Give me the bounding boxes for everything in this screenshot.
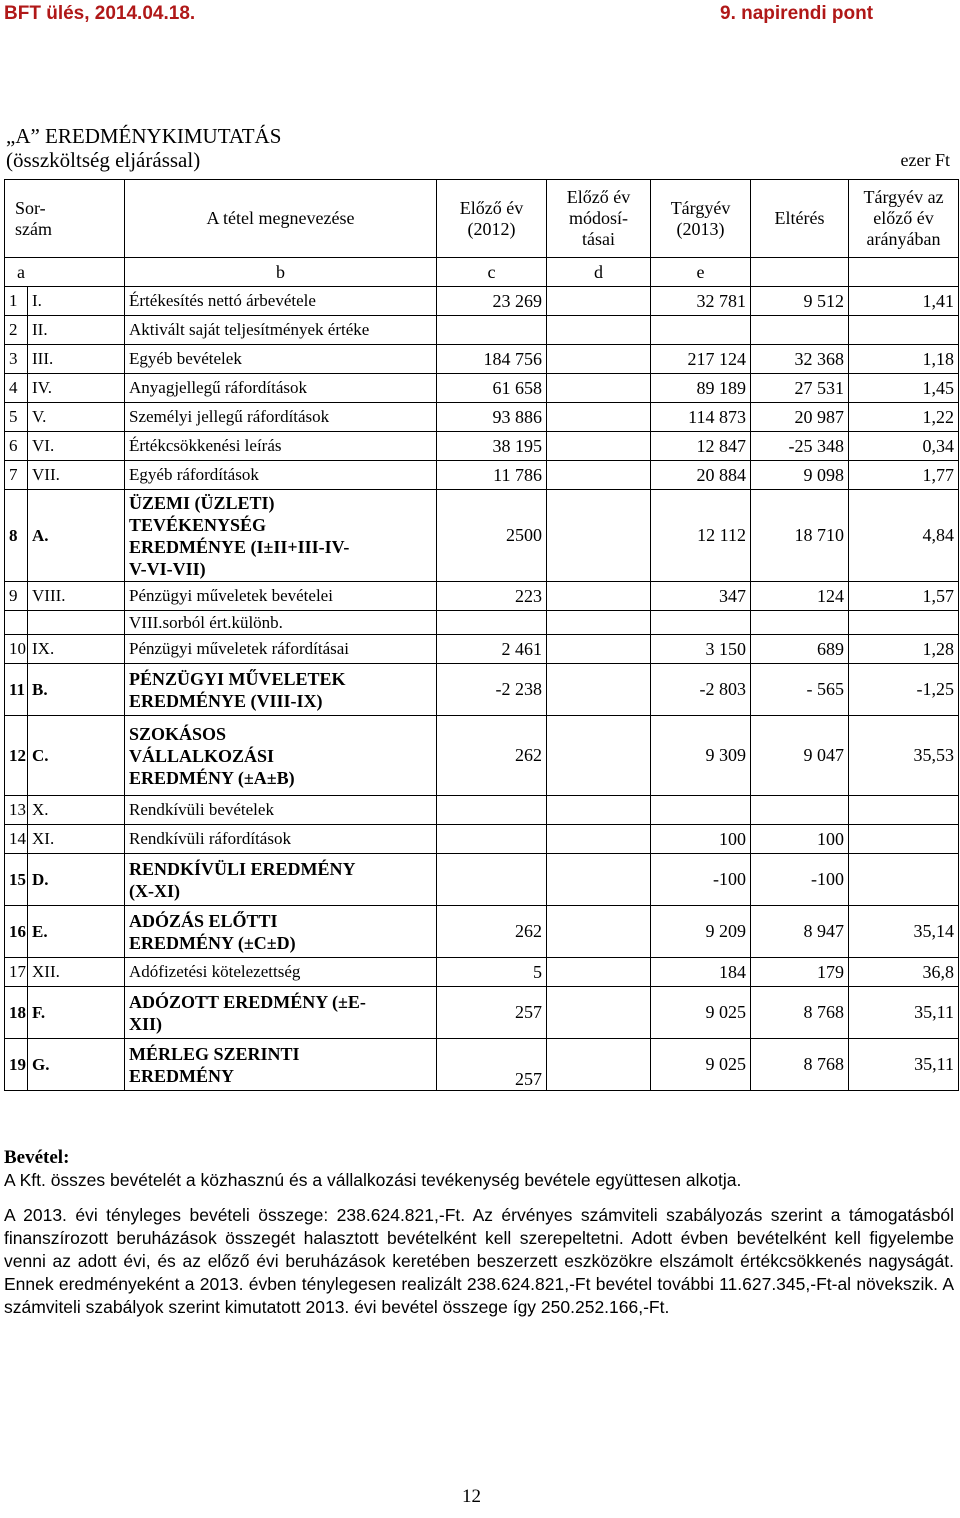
row-item-name-line: TEVÉKENYSÉG bbox=[129, 514, 267, 535]
row-ratio bbox=[849, 825, 959, 854]
row-code: VIII. bbox=[28, 582, 125, 611]
row-ratio: 1,45 bbox=[849, 374, 959, 403]
header-prev-modifications bbox=[547, 180, 651, 258]
row-number: 10 bbox=[5, 635, 28, 664]
table-row bbox=[5, 611, 959, 635]
header-prev-year-line1: Előző év bbox=[459, 197, 524, 218]
row-difference: 9 098 bbox=[751, 461, 849, 490]
table-row bbox=[5, 958, 959, 987]
letter-a: a bbox=[5, 258, 125, 287]
row-number: 1 bbox=[5, 287, 28, 316]
row-item-name bbox=[125, 490, 437, 582]
row-item-name bbox=[125, 854, 437, 906]
row-prev-modifications bbox=[547, 461, 651, 490]
row-ratio: 1,41 bbox=[849, 287, 959, 316]
row-code: IX. bbox=[28, 635, 125, 664]
table-header-row bbox=[5, 180, 959, 258]
unit-label: ezer Ft bbox=[900, 150, 950, 170]
row-code bbox=[28, 611, 125, 635]
document-header-left: BFT ülés, 2014.04.18. bbox=[4, 3, 196, 24]
header-mod-line2: módosí- bbox=[569, 208, 629, 228]
row-difference: -25 348 bbox=[751, 432, 849, 461]
row-prev-year bbox=[437, 316, 547, 345]
row-item-name-line: MÉRLEG SZERINTI bbox=[129, 1043, 300, 1064]
row-ratio: 35,14 bbox=[849, 906, 959, 958]
row-prev-year: 38 195 bbox=[437, 432, 547, 461]
row-ratio: 35,11 bbox=[849, 1039, 959, 1091]
row-item-name: Rendkívüli ráfordítások bbox=[125, 825, 437, 854]
statement-title-sub: (összköltség eljárással) bbox=[6, 148, 201, 172]
row-number: 5 bbox=[5, 403, 28, 432]
header-difference: Eltérés bbox=[751, 180, 849, 258]
row-prev-year: 184 756 bbox=[437, 345, 547, 374]
row-number: 18 bbox=[5, 987, 28, 1039]
row-code: I. bbox=[28, 287, 125, 316]
table-row bbox=[5, 374, 959, 403]
row-code: V. bbox=[28, 403, 125, 432]
row-number: 15 bbox=[5, 854, 28, 906]
table-row bbox=[5, 664, 959, 716]
row-current-year: -2 803 bbox=[651, 664, 751, 716]
row-number: 16 bbox=[5, 906, 28, 958]
header-prev-year bbox=[437, 180, 547, 258]
letter-c: c bbox=[437, 258, 547, 287]
row-item-name: Aktivált saját teljesítmények értéke bbox=[125, 316, 437, 345]
row-number: 9 bbox=[5, 582, 28, 611]
row-prev-modifications bbox=[547, 796, 651, 825]
page-number: 12 bbox=[462, 1486, 481, 1507]
row-difference: 8 947 bbox=[751, 906, 849, 958]
row-item-name-line: ADÓZÁS ELŐTTI bbox=[129, 910, 278, 931]
row-current-year bbox=[651, 796, 751, 825]
row-prev-year: 2500 bbox=[437, 490, 547, 582]
row-prev-year: 61 658 bbox=[437, 374, 547, 403]
row-ratio: 1,77 bbox=[849, 461, 959, 490]
row-item-name-line: EREDMÉNY (±C±D) bbox=[129, 932, 296, 953]
row-prev-year: 262 bbox=[437, 716, 547, 796]
letter-e: e bbox=[651, 258, 751, 287]
row-difference: 27 531 bbox=[751, 374, 849, 403]
row-number: 8 bbox=[5, 490, 28, 582]
table-row bbox=[5, 906, 959, 958]
row-prev-modifications bbox=[547, 403, 651, 432]
row-number: 4 bbox=[5, 374, 28, 403]
row-prev-year: 23 269 bbox=[437, 287, 547, 316]
row-item-name-line: ÜZEMI (ÜZLETI) bbox=[129, 492, 275, 513]
row-difference bbox=[751, 796, 849, 825]
row-number bbox=[5, 611, 28, 635]
row-code: E. bbox=[28, 906, 125, 958]
table-row bbox=[5, 854, 959, 906]
row-current-year bbox=[651, 316, 751, 345]
row-item-name-line: SZOKÁSOS bbox=[129, 723, 227, 744]
row-prev-modifications bbox=[547, 854, 651, 906]
row-item-name-line: XII) bbox=[129, 1013, 163, 1034]
row-prev-modifications bbox=[547, 432, 651, 461]
table-row bbox=[5, 345, 959, 374]
row-item-name: Értékcsökkenési leírás bbox=[125, 432, 437, 461]
row-prev-year: 5 bbox=[437, 958, 547, 987]
row-ratio bbox=[849, 854, 959, 906]
row-code: X. bbox=[28, 796, 125, 825]
row-code: III. bbox=[28, 345, 125, 374]
row-item-name: Anyagjellegű ráfordítások bbox=[125, 374, 437, 403]
row-item-name: Értékesítés nettó árbevétele bbox=[125, 287, 437, 316]
row-number: 6 bbox=[5, 432, 28, 461]
row-current-year: 32 781 bbox=[651, 287, 751, 316]
row-item-name-line: ADÓZOTT EREDMÉNY (±E- bbox=[129, 991, 366, 1012]
row-current-year: 3 150 bbox=[651, 635, 751, 664]
header-prev-year-line2: (2012) bbox=[467, 218, 516, 239]
header-ratio-line2: előző év bbox=[873, 208, 934, 228]
row-difference bbox=[751, 611, 849, 635]
row-item-name-line: EREDMÉNY (±A±B) bbox=[129, 767, 295, 788]
row-difference: 8 768 bbox=[751, 987, 849, 1039]
document-header-right: 9. napirendi pont bbox=[720, 3, 874, 24]
header-ratio-line1: Tárgyév az bbox=[863, 187, 944, 207]
row-code: IV. bbox=[28, 374, 125, 403]
row-code: G. bbox=[28, 1039, 125, 1091]
row-prev-modifications bbox=[547, 664, 651, 716]
row-difference: 100 bbox=[751, 825, 849, 854]
header-ratio-line3: arányában bbox=[866, 229, 941, 249]
letter-row bbox=[5, 258, 959, 287]
revenue-section bbox=[4, 1146, 954, 1319]
table-row bbox=[5, 1039, 959, 1091]
row-code: F. bbox=[28, 987, 125, 1039]
row-prev-modifications bbox=[547, 987, 651, 1039]
row-difference: 689 bbox=[751, 635, 849, 664]
row-prev-modifications bbox=[547, 825, 651, 854]
row-current-year: 184 bbox=[651, 958, 751, 987]
row-current-year: 100 bbox=[651, 825, 751, 854]
row-difference: 20 987 bbox=[751, 403, 849, 432]
row-difference: - 565 bbox=[751, 664, 849, 716]
row-difference: 9 512 bbox=[751, 287, 849, 316]
row-code: VII. bbox=[28, 461, 125, 490]
letter-b: b bbox=[125, 258, 437, 287]
row-item-name: Rendkívüli bevételek bbox=[125, 796, 437, 825]
row-code: D. bbox=[28, 854, 125, 906]
row-item-name: Egyéb ráfordítások bbox=[125, 461, 437, 490]
row-prev-year bbox=[437, 796, 547, 825]
row-item-name-line: EREDMÉNYE (I±II+III-IV- bbox=[129, 536, 350, 557]
row-prev-year: 223 bbox=[437, 582, 547, 611]
row-prev-modifications bbox=[547, 635, 651, 664]
row-prev-modifications bbox=[547, 1039, 651, 1091]
row-number: 17 bbox=[5, 958, 28, 987]
header-mod-line3: tásai bbox=[582, 229, 616, 249]
row-difference: 124 bbox=[751, 582, 849, 611]
row-item-name-line: V-VI-VII) bbox=[129, 558, 206, 579]
row-prev-modifications bbox=[547, 611, 651, 635]
row-ratio bbox=[849, 611, 959, 635]
row-code: II. bbox=[28, 316, 125, 345]
statement-title bbox=[6, 124, 281, 172]
table-row bbox=[5, 635, 959, 664]
row-ratio: 1,57 bbox=[849, 582, 959, 611]
row-item-name bbox=[125, 987, 437, 1039]
row-prev-modifications bbox=[547, 958, 651, 987]
row-prev-year: 262 bbox=[437, 906, 547, 958]
row-prev-modifications bbox=[547, 716, 651, 796]
row-prev-year: 93 886 bbox=[437, 403, 547, 432]
table-row bbox=[5, 796, 959, 825]
row-current-year: 9 209 bbox=[651, 906, 751, 958]
row-ratio bbox=[849, 796, 959, 825]
table-row bbox=[5, 287, 959, 316]
revenue-heading: Bevétel: bbox=[4, 1147, 70, 1168]
row-item-name-line: (X-XI) bbox=[129, 880, 181, 901]
row-item-name bbox=[125, 1039, 437, 1091]
row-ratio: 0,34 bbox=[849, 432, 959, 461]
row-prev-modifications bbox=[547, 906, 651, 958]
header-current-year bbox=[651, 180, 751, 258]
table-row bbox=[5, 461, 959, 490]
row-number: 7 bbox=[5, 461, 28, 490]
row-prev-year bbox=[437, 854, 547, 906]
table-row bbox=[5, 403, 959, 432]
table-row bbox=[5, 825, 959, 854]
row-difference: 9 047 bbox=[751, 716, 849, 796]
row-prev-modifications bbox=[547, 287, 651, 316]
table-body bbox=[5, 180, 959, 1091]
row-current-year: -100 bbox=[651, 854, 751, 906]
table-row bbox=[5, 316, 959, 345]
row-ratio: 35,11 bbox=[849, 987, 959, 1039]
table-row bbox=[5, 432, 959, 461]
row-item-name: Egyéb bevételek bbox=[125, 345, 437, 374]
row-difference: -100 bbox=[751, 854, 849, 906]
header-sorszam-line2: szám bbox=[15, 218, 52, 239]
row-current-year: 9 025 bbox=[651, 987, 751, 1039]
header-sorszam-line1: Sor- bbox=[15, 197, 46, 218]
row-code: XI. bbox=[28, 825, 125, 854]
row-current-year bbox=[651, 611, 751, 635]
table-row bbox=[5, 582, 959, 611]
row-number: 3 bbox=[5, 345, 28, 374]
revenue-paragraph-1: A Kft. összes bevételét a közhasznú és a vállalkozási tevékenység bevétele együttesen alkotja. bbox=[4, 1170, 742, 1190]
row-prev-year: 2 461 bbox=[437, 635, 547, 664]
row-difference: 8 768 bbox=[751, 1039, 849, 1091]
row-item-name bbox=[125, 906, 437, 958]
row-ratio: 1,18 bbox=[849, 345, 959, 374]
row-item-name: Adófizetési kötelezettség bbox=[125, 958, 437, 987]
row-code: A. bbox=[28, 490, 125, 582]
row-current-year: 89 189 bbox=[651, 374, 751, 403]
row-prev-modifications bbox=[547, 582, 651, 611]
row-current-year: 114 873 bbox=[651, 403, 751, 432]
row-item-name: VIII.sorból ért.különb. bbox=[125, 611, 437, 635]
letter-d: d bbox=[547, 258, 651, 287]
row-item-name: Pénzügyi műveletek ráfordításai bbox=[125, 635, 437, 664]
row-number: 19 bbox=[5, 1039, 28, 1091]
row-ratio: 1,22 bbox=[849, 403, 959, 432]
header-ratio bbox=[849, 180, 959, 258]
row-prev-year bbox=[437, 825, 547, 854]
row-ratio: -1,25 bbox=[849, 664, 959, 716]
statement-title-main: „A” EREDMÉNYKIMUTATÁS bbox=[6, 124, 282, 148]
row-ratio: 1,28 bbox=[849, 635, 959, 664]
row-item-name bbox=[125, 716, 437, 796]
row-ratio bbox=[849, 316, 959, 345]
row-current-year: 9 309 bbox=[651, 716, 751, 796]
row-code: B. bbox=[28, 664, 125, 716]
income-statement-table bbox=[4, 179, 959, 1091]
row-item-name: Pénzügyi műveletek bevételei bbox=[125, 582, 437, 611]
row-ratio: 4,84 bbox=[849, 490, 959, 582]
row-difference: 32 368 bbox=[751, 345, 849, 374]
row-item-name-line: EREDMÉNY bbox=[129, 1065, 235, 1086]
row-current-year: 217 124 bbox=[651, 345, 751, 374]
row-number: 12 bbox=[5, 716, 28, 796]
row-difference: 179 bbox=[751, 958, 849, 987]
row-number: 14 bbox=[5, 825, 28, 854]
row-item-name-line: PÉNZÜGYI MŰVELETEK bbox=[129, 668, 346, 689]
header-item-name: A tétel megnevezése bbox=[125, 180, 437, 258]
row-code: XII. bbox=[28, 958, 125, 987]
row-item-name-line: RENDKÍVÜLI EREDMÉNY bbox=[129, 858, 356, 879]
row-ratio: 36,8 bbox=[849, 958, 959, 987]
row-prev-year: 257 bbox=[437, 987, 547, 1039]
row-current-year: 20 884 bbox=[651, 461, 751, 490]
row-number: 2 bbox=[5, 316, 28, 345]
letter-empty-2 bbox=[849, 258, 959, 287]
row-item-name-line: VÁLLALKOZÁSI bbox=[129, 745, 275, 766]
row-code: VI. bbox=[28, 432, 125, 461]
revenue-paragraph-2: A 2013. évi tényleges bevételi összege: 238.624.821,-Ft. Az érvényes számviteli szabályozás szerint a támogatásból finanszírozott beruházások összegét halasztott bevételként kell szerepeltetni. Adott évben bevételként kell figyelembe venni az adott évi, és az előző évi beruházások keretében beszerzett eszközökre elszámolt értékcsökkenés nagyságát. Ennek eredményeként a 2013. évben ténylegesen realizált 238.624.821,-Ft bevétel további 11.627.345,-Ft-al növekszik. A számviteli szabályok szerint kimutatott 2013. évi bevétel összege így 250.252.166,-Ft. bbox=[4, 1205, 954, 1317]
row-prev-modifications bbox=[547, 316, 651, 345]
row-prev-year: 257 bbox=[437, 1039, 547, 1091]
row-prev-modifications bbox=[547, 345, 651, 374]
header-mod-line1: Előző év bbox=[566, 187, 631, 207]
row-number: 13 bbox=[5, 796, 28, 825]
row-current-year: 9 025 bbox=[651, 1039, 751, 1091]
row-difference: 18 710 bbox=[751, 490, 849, 582]
row-current-year: 12 112 bbox=[651, 490, 751, 582]
letter-empty-1 bbox=[751, 258, 849, 287]
row-difference bbox=[751, 316, 849, 345]
table-row bbox=[5, 490, 959, 582]
row-code: C. bbox=[28, 716, 125, 796]
row-item-name-line: EREDMÉNYE (VIII-IX) bbox=[129, 690, 323, 711]
header-sorszam bbox=[5, 180, 125, 258]
row-prev-year: 11 786 bbox=[437, 461, 547, 490]
row-prev-modifications bbox=[547, 490, 651, 582]
header-cur-line2: (2013) bbox=[676, 218, 725, 239]
row-item-name bbox=[125, 664, 437, 716]
row-item-name: Személyi jellegű ráfordítások bbox=[125, 403, 437, 432]
table-row bbox=[5, 987, 959, 1039]
table-row bbox=[5, 716, 959, 796]
row-prev-year bbox=[437, 611, 547, 635]
header-cur-line1: Tárgyév bbox=[670, 197, 731, 218]
row-current-year: 12 847 bbox=[651, 432, 751, 461]
row-ratio: 35,53 bbox=[849, 716, 959, 796]
row-prev-modifications bbox=[547, 374, 651, 403]
row-current-year: 347 bbox=[651, 582, 751, 611]
row-number: 11 bbox=[5, 664, 28, 716]
row-prev-year: -2 238 bbox=[437, 664, 547, 716]
